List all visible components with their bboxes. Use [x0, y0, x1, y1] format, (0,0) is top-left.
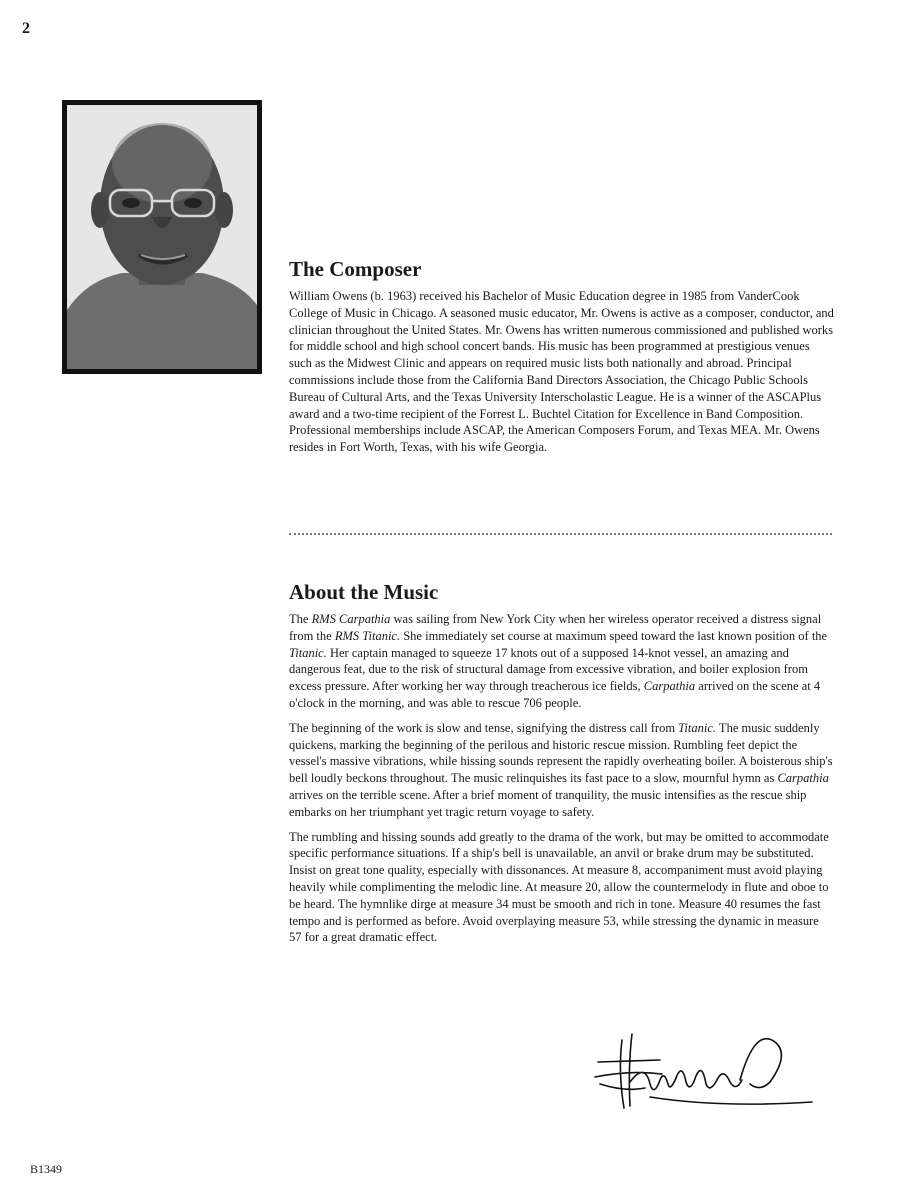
text-run: She immediately set course at maximum speed toward the last known position of the [400, 628, 828, 643]
text-run: Her captain managed to squeeze 17 knots out of a supposed 14-knot vessel, an amazing and dangerous feat, due to the risk of structural damage from excessive vibration, and boiler explosion from excess pressure. After working her way through treacherous ice fields, [289, 645, 808, 694]
text-run: The music suddenly quickens, marking the beginning of the perilous and historic rescue mission. Rumbling feet depict the vessel's massive vibrations, while hissing sounds represent the rapidly overheating boiler. A boisterous ship's bell loudly beckons throughout. The music relinquishes its fast pace to a slow, mournful hymn as [289, 720, 833, 786]
ship-name: Titanic. [289, 645, 327, 660]
catalog-number: B1349 [30, 1162, 63, 1176]
composer-portrait-image [67, 105, 257, 369]
composer-bio: William Owens (b. 1963) received his Bachelor of Music Education degree in 1985 from VanderCook College of Music in Chicago. A seasoned music educator, Mr. Owens is active as a composer, conductor, and clinician throughout the United States. Mr. Owens has written numerous commissioned and published works for middle school and high school concert bands. His music has been programmed at prestigious venues such as the Midwest Clinic and appears on required music lists both nationally and abroad. Principal commissions include those from the California Band Directors Association, the Chicago Public Schools Bureau of Cultural Arts, and the Texas University Interscholastic League. He is a winner of the ASCAPlus award and a two-time recipient of the Forrest L. Buchtel Citation for Excellence in Band Composition. Professional memberships include ASCAP, the American Composers Forum, and Texas MEA. Mr. Owens resides in Fort Worth, Texas, with his wife Georgia. [289, 289, 834, 455]
text-run: arrives on the terrible scene. After a brief moment of tranquility, the music intensifies as the rescue ship embarks on her triumphant yet tragic return voyage to safety. [289, 788, 807, 819]
ship-name: RMS Titanic. [334, 628, 401, 643]
composer-section [289, 258, 834, 464]
music-paragraph-2 [289, 720, 834, 821]
music-paragraph-1 [289, 611, 834, 712]
ship-name: RMS Carpathia [311, 612, 391, 627]
text-run: arrived on the scene at 4 o'clock in the morning, and was able to rescue 706 people. [289, 679, 821, 711]
text-run: The [289, 612, 312, 627]
composer-photo [62, 100, 262, 374]
text-run: The beginning of the work is slow and tense, signifying the distress call from [289, 720, 679, 735]
music-paragraph-3: The rumbling and hissing sounds add greatly to the drama of the work, but may be omitted to accommodate specific performance situations. If a ship's bell is unavailable, an anvil or brake drum may be substituted. Insist on great tone quality, especially with dissonances. At measure 8, accompaniment must avoid playing heavily while complimenting the melodic line. At measure 20, allow the countermelody in flute and oboe to be heard. The hymnlike dirge at measure 34 must be smooth and rich in tone. Measure 40 resumes the fast tempo and is performed as before. Avoid overplaying measure 53, while stressing the dynamic in measure 57 for a great dramatic effect. [289, 829, 829, 945]
page-number: 2 [22, 20, 30, 37]
text-run: was sailing from New York City when her wireless operator received a distress signal from the [289, 612, 822, 643]
music-section [289, 581, 834, 954]
ship-name: Titanic. [678, 720, 717, 735]
section-divider [289, 533, 832, 535]
ship-name: Carpathia [777, 771, 829, 786]
music-heading: About the Music [289, 580, 439, 604]
ship-name: Carpathia [643, 679, 696, 694]
composer-heading: The Composer [289, 257, 422, 281]
composer-signature [590, 1022, 820, 1112]
